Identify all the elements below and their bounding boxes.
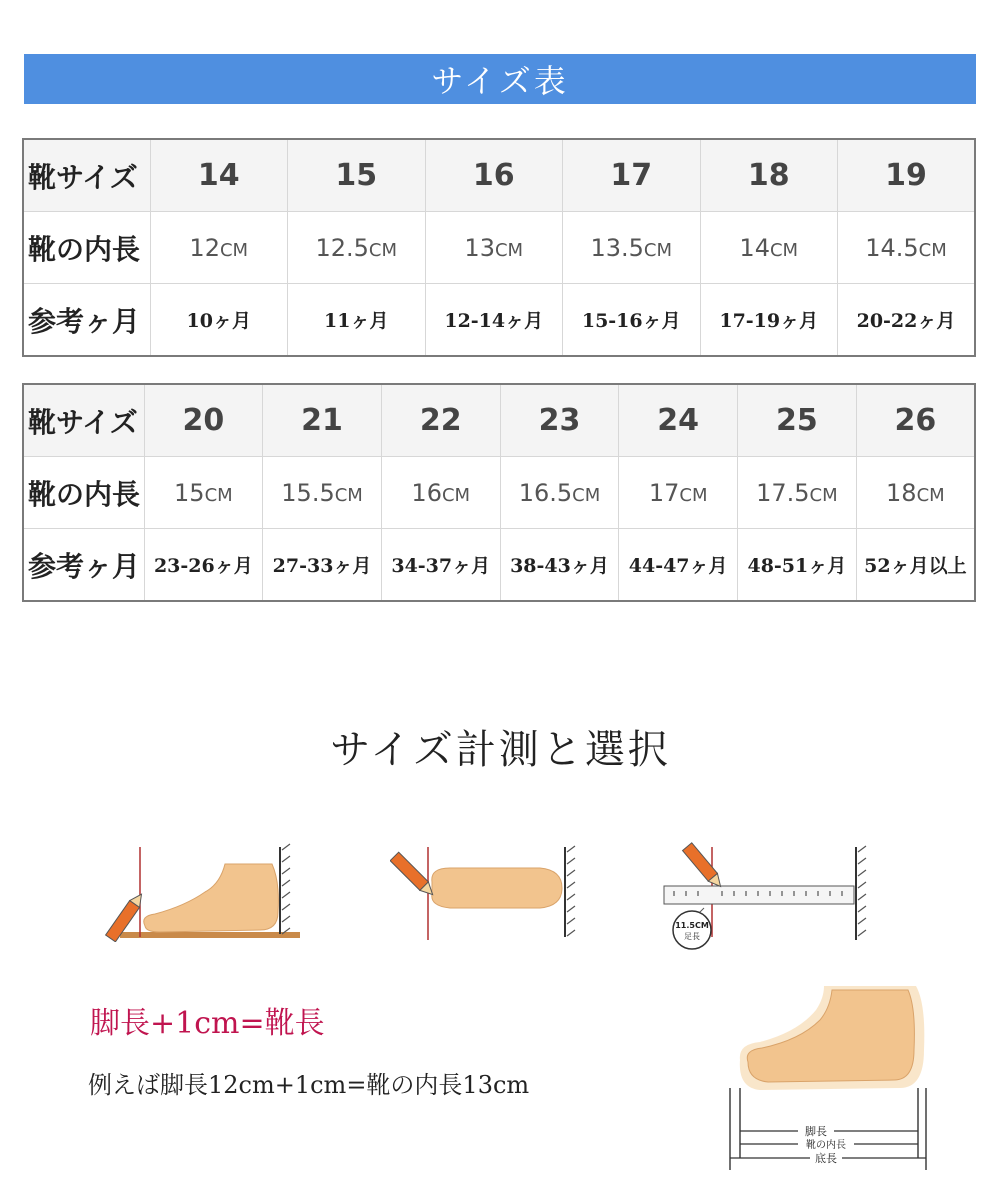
cell-size: 20 [144, 384, 263, 457]
row-header-length: 靴の内長 [23, 457, 144, 529]
cell-length [144, 457, 263, 529]
length-unit: CM [368, 239, 398, 261]
badge-value: 11.5CM [675, 921, 709, 930]
size-table-1 [22, 138, 976, 357]
banner-title: サイズ表 [431, 62, 569, 100]
row-shoe-size [23, 384, 975, 457]
length-unit: CM [572, 484, 601, 506]
foot-shape [144, 864, 279, 932]
cell-size: 21 [263, 384, 382, 457]
length-value: 15 [174, 478, 205, 507]
row-header-age: 参考ヶ月 [23, 284, 150, 357]
foot-top-view-illustration [390, 842, 585, 942]
length-value: 16 [411, 478, 442, 507]
foot-length-label: 脚長 [805, 1125, 827, 1138]
inner-length-label: 靴の内長 [806, 1140, 846, 1151]
length-value: 15.5 [281, 478, 335, 507]
row-header-size: 靴サイズ [23, 384, 144, 457]
row-header-age: 参考ヶ月 [23, 529, 144, 602]
cell-length [738, 457, 857, 529]
wall-hatching [567, 846, 575, 936]
length-unit: CM [918, 239, 947, 261]
row-header-size: 靴サイズ [23, 139, 150, 212]
cell-age: 48-51ヶ月 [738, 529, 857, 602]
foot-shape [747, 990, 914, 1082]
cell-age: 38-43ヶ月 [500, 529, 619, 602]
cell-length [700, 212, 838, 284]
row-inner-length [23, 457, 975, 529]
cell-size: 19 [838, 139, 976, 212]
cell-age: 44-47ヶ月 [619, 529, 738, 602]
size-formula: 脚長+1cm=靴長 [90, 1006, 325, 1041]
floor-plank [120, 932, 300, 938]
length-value: 12.5 [315, 233, 369, 262]
cell-size: 25 [738, 384, 857, 457]
length-unit: CM [204, 484, 233, 506]
length-value: 12 [189, 233, 220, 262]
section-title: サイズ計測と選択 [330, 727, 671, 773]
length-value: 16.5 [518, 478, 573, 507]
pencil-icon [683, 843, 726, 891]
length-unit: CM [441, 484, 471, 506]
cell-age: 27-33ヶ月 [263, 529, 382, 602]
badge-label: 足長 [684, 932, 700, 941]
measurement-badge [673, 911, 711, 949]
cell-length [150, 212, 288, 284]
size-chart-banner [24, 54, 976, 104]
length-unit: CM [494, 239, 524, 261]
length-value: 13 [464, 233, 495, 262]
cell-length [563, 212, 701, 284]
cell-size: 17 [563, 139, 701, 212]
size-table-2 [22, 383, 976, 602]
length-unit: CM [916, 484, 945, 506]
wall-hatching [858, 846, 866, 936]
cell-age: 11ヶ月 [288, 284, 426, 357]
cell-length [838, 212, 976, 284]
length-unit: CM [334, 484, 363, 506]
row-reference-age [23, 284, 975, 357]
sole-length-label: 底長 [815, 1152, 837, 1165]
pencil-icon [390, 852, 437, 899]
length-value: 18 [886, 478, 917, 507]
cell-size: 16 [425, 139, 563, 212]
cell-size: 22 [381, 384, 500, 457]
foot-shape [432, 868, 562, 908]
length-unit: CM [219, 239, 249, 261]
cell-length [263, 457, 382, 529]
length-value: 14 [739, 233, 770, 262]
length-value: 17 [648, 478, 680, 507]
length-value: 17.5 [756, 478, 810, 507]
length-unit: CM [643, 239, 673, 261]
length-unit: CM [769, 239, 799, 261]
row-header-length: 靴の内長 [23, 212, 150, 284]
length-value: 13.5 [590, 233, 644, 262]
cell-length [619, 457, 738, 529]
cell-size: 18 [700, 139, 838, 212]
row-inner-length [23, 212, 975, 284]
ruler [664, 886, 854, 904]
cell-length [425, 212, 563, 284]
cell-size: 15 [288, 139, 426, 212]
cell-size: 26 [856, 384, 975, 457]
cell-age: 15-16ヶ月 [563, 284, 701, 357]
cell-length [500, 457, 619, 529]
row-shoe-size [23, 139, 975, 212]
cell-age: 34-37ヶ月 [381, 529, 500, 602]
cell-size: 24 [619, 384, 738, 457]
cell-age: 23-26ヶ月 [144, 529, 263, 602]
cell-length [288, 212, 426, 284]
foot-length-diagram [720, 980, 935, 1175]
cell-size: 23 [500, 384, 619, 457]
cell-age: 52ヶ月以上 [856, 529, 975, 602]
cell-length [381, 457, 500, 529]
size-example: 例えば脚長12cm+1cm=靴の内長13cm [88, 1071, 530, 1099]
cell-length [856, 457, 975, 529]
cell-age: 10ヶ月 [150, 284, 288, 357]
wall-hatching [282, 844, 290, 934]
length-unit: CM [809, 484, 838, 506]
length-unit: CM [679, 484, 708, 506]
cell-age: 17-19ヶ月 [700, 284, 838, 357]
cell-size: 14 [150, 139, 288, 212]
cell-age: 20-22ヶ月 [838, 284, 976, 357]
foot-side-view-illustration [100, 842, 300, 942]
length-value: 14.5 [865, 233, 919, 262]
row-reference-age [23, 529, 975, 602]
cell-age: 12-14ヶ月 [425, 284, 563, 357]
ruler-measurement-illustration [660, 842, 870, 954]
